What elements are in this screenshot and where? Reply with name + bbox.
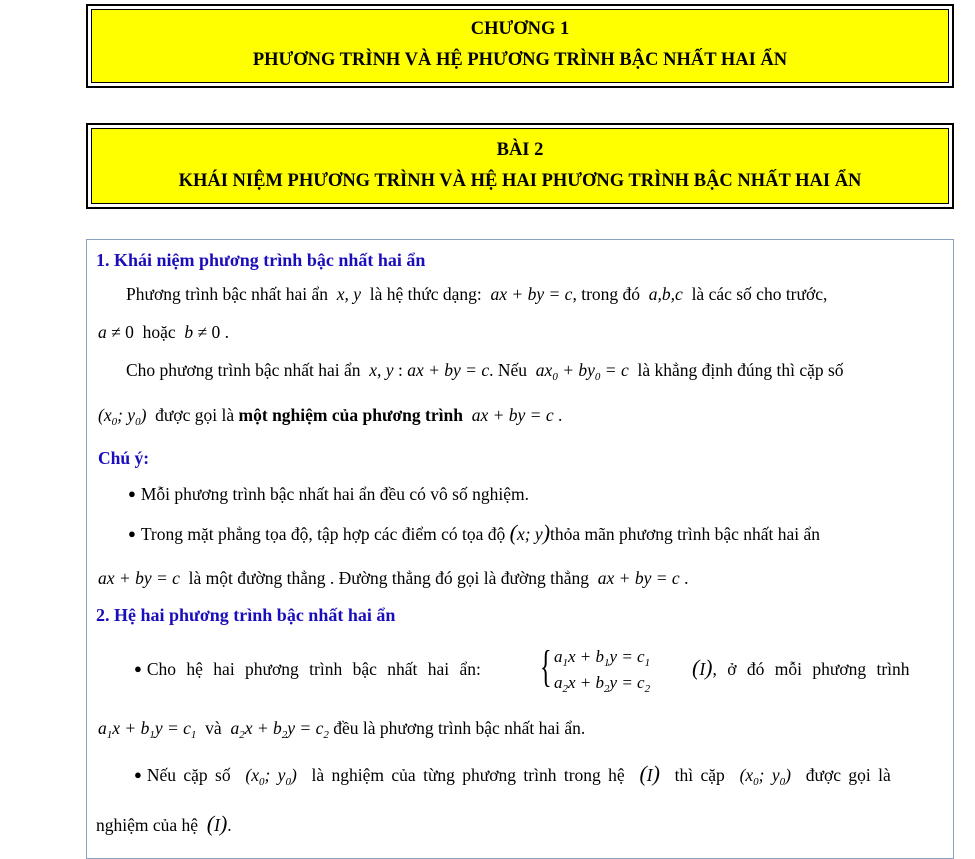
note-item-2: ● Trong mặt phẳng tọa độ, tập hợp các điểm có tọa độ (x; y)thỏa mãn phương trình bậc nhất hai ẩn xyxy=(128,520,821,545)
bullet-icon: ● xyxy=(134,767,142,782)
chapter-label: CHƯƠNG 1 xyxy=(470,19,570,39)
chapter-title: PHƯƠNG TRÌNH VÀ HỆ PHƯƠNG TRÌNH BẬC NHẤT HAI ẨN xyxy=(252,50,788,70)
equation-system: { $a_1x + b_1y = c_1$ $a_2x + b_2y = c_2$ xyxy=(540,642,651,695)
section1-heading: 1. Khái niệm phương trình bậc nhất hai ẩn xyxy=(96,250,426,270)
system-equations-line: $a_1x + b_1y = c_1$ và $a_2x + b_2y = c_2$ đều là phương trình bậc nhất hai ẩn. xyxy=(98,718,586,741)
bullet-icon: ● xyxy=(128,526,136,541)
bullet-icon: ● xyxy=(134,661,142,676)
left-brace-icon: { xyxy=(540,642,552,691)
lesson-title: KHÁI NIỆM PHƯƠNG TRÌNH VÀ HỆ HAI PHƯƠNG TRÌNH BẬC NHẤT HAI ẨN xyxy=(178,171,862,191)
bullet-icon: ● xyxy=(128,486,136,501)
definition-line-1: Phương trình bậc nhất hai ẩn x, y là hệ thức dạng: ax + by = c, trong đó a,b,c là các số cho trước, xyxy=(126,284,828,304)
lesson-banner xyxy=(86,123,954,209)
solution-line-2: ($x_0$; $y_0$) được gọi là một nghiệm của phương trình ax + by = c . xyxy=(98,405,563,428)
note-label: Chú ý: xyxy=(98,448,150,468)
solution-line-1: Cho phương trình bậc nhất hai ẩn x, y : ax + by = c. Nếu $ax_0 + by_0 = c$ là khẳng định đúng thì cặp số xyxy=(126,360,844,383)
note-item-1: ● Mỗi phương trình bậc nhất hai ẩn đều có vô số nghiệm. xyxy=(128,484,529,504)
note-item-2-cont: ax + by = c là một đường thẳng . Đường thẳng đó gọi là đường thẳng ax + by = c . xyxy=(98,568,689,588)
system-intro: ● Cho hệ hai phương trình bậc nhất hai ẩn: xyxy=(134,659,481,679)
system-solution-line-2: nghiệm của hệ (I). xyxy=(96,811,232,836)
chapter-banner xyxy=(86,4,954,88)
system-solution-line-1: ● Nếu cặp số ($x_0$; $y_0$) là nghiệm của từng phương trình trong hệ (I) thì cặp ($x_0$; $y_0$) được gọi là xyxy=(134,761,891,788)
section2-heading: 2. Hệ hai phương trình bậc nhất hai ẩn xyxy=(96,605,396,625)
system-label: (I), ở đó mỗi phương trình xyxy=(692,655,910,680)
lesson-label: BÀI 2 xyxy=(496,140,544,160)
definition-line-2: a ≠ 0 hoặc b ≠ 0 . xyxy=(98,322,230,342)
